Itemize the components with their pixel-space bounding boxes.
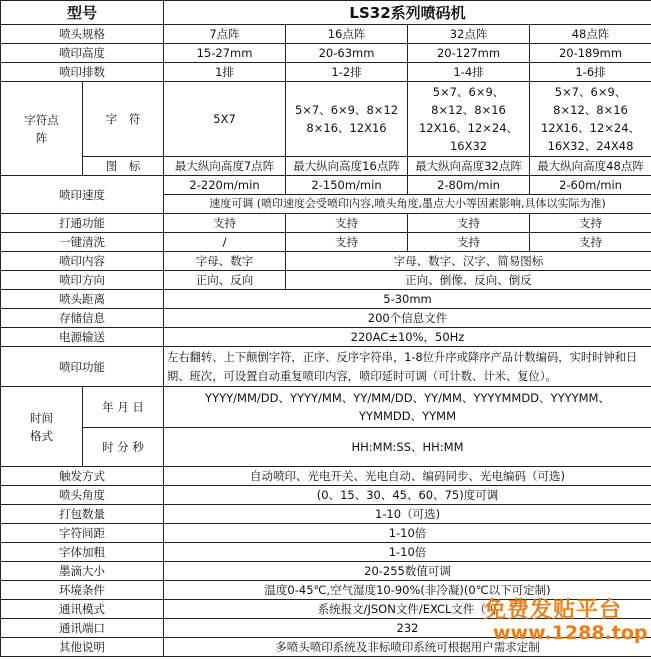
cell: 正向、倒像、反向、倒反 <box>286 271 651 290</box>
cell: 48点阵 <box>530 25 651 44</box>
table-row <box>1 387 651 428</box>
row-label: 墨滴大小 <box>1 562 164 581</box>
cell: 15-27mm <box>164 44 286 63</box>
row-label: 环境条件 <box>1 581 164 600</box>
cell: 支持 <box>408 233 530 252</box>
cell: 20-255数值可调 <box>164 562 651 581</box>
cell: 支持 <box>530 233 651 252</box>
row-label: 喷头距离 <box>1 290 164 309</box>
cell: 1-2排 <box>286 63 408 82</box>
cell: 5×7、6×9、8×12 8×16、12X16 <box>286 82 408 157</box>
row-label: 字符点阵 <box>1 82 83 176</box>
row-label: 时间格式 <box>1 387 83 467</box>
cell: 5X7 <box>164 82 286 157</box>
cell: 最大纵向高度7点阵 <box>164 157 286 176</box>
row-label: 一键清洗 <box>1 233 164 252</box>
row-label: 字符间距 <box>1 524 164 543</box>
table-row <box>1 467 651 486</box>
table-row <box>1 290 651 309</box>
cell: 20-189mm <box>530 44 651 63</box>
cell: 1-4排 <box>408 63 530 82</box>
table-row <box>1 233 651 252</box>
cell: 速度可调 (喷印速度会受喷印内容,喷头角度,墨点大小等因素影响,具体以实际为准) <box>164 195 651 214</box>
row-label: 喷印速度 <box>1 176 164 214</box>
model-label: 型号 <box>1 1 164 25</box>
row-label: 打包数量 <box>1 505 164 524</box>
cell: 1排 <box>164 63 286 82</box>
table-row <box>1 328 651 347</box>
cell: 最大纵向高度32点阵 <box>408 157 530 176</box>
table-row <box>1 428 651 467</box>
table-row <box>1 25 651 44</box>
sub-label: 字 符 <box>83 82 164 157</box>
cell: 支持 <box>164 214 286 233</box>
table-row <box>1 347 651 387</box>
table-row <box>1 63 651 82</box>
row-label: 通讯端口 <box>1 619 164 638</box>
row-label: 电源输送 <box>1 328 164 347</box>
cell: 16点阵 <box>286 25 408 44</box>
sub-label: 年 月 日 <box>83 387 164 428</box>
row-label: 喷印高度 <box>1 44 164 63</box>
cell: 支持 <box>286 214 408 233</box>
row-label: 喷印方向 <box>1 271 164 290</box>
cell: 支持 <box>408 214 530 233</box>
cell: 正向、反向 <box>164 271 286 290</box>
cell: 左右翻转、上下颠倒字符，正序、反序字符串，1-8位升序或降序产品计数编码，实时时钟和日期、班次，可设置自动重复喷印内容，喷印延时可调（可计数、计米、复位）。 <box>164 347 651 387</box>
cell: 支持 <box>286 233 408 252</box>
cell: HH:MM:SS、HH:MM <box>164 428 651 467</box>
table-row <box>1 82 651 157</box>
cell: 20-63mm <box>286 44 408 63</box>
sub-label: 图 标 <box>83 157 164 176</box>
cell: 最大纵向高度16点阵 <box>286 157 408 176</box>
table-row <box>1 505 651 524</box>
row-label: 存储信息 <box>1 309 164 328</box>
table-row <box>1 581 651 600</box>
table-row <box>1 252 651 271</box>
row-label: 喷头规格 <box>1 25 164 44</box>
cell: 2-60m/min <box>530 176 651 195</box>
table-row <box>1 44 651 63</box>
cell: 1-10倍 <box>164 543 651 562</box>
cell: (0、15、30、45、60、75)度可调 <box>164 486 651 505</box>
cell: 系统报文/JSON文件/EXCL文件（可 <box>164 600 651 619</box>
cell: 1-6排 <box>530 63 651 82</box>
series-title: LS32系列喷码机 <box>164 1 651 25</box>
cell: / <box>164 233 286 252</box>
table-row <box>1 271 651 290</box>
cell: 最大纵向高度48点阵 <box>530 157 651 176</box>
cell: 7点阵 <box>164 25 286 44</box>
table-row <box>1 157 651 176</box>
table-row <box>1 543 651 562</box>
cell: 多喷头喷印系统及非标喷印系统可根据用户需求定制 <box>164 638 651 657</box>
row-label: 喷印功能 <box>1 347 164 387</box>
table-row <box>1 562 651 581</box>
sub-label: 时 分 秒 <box>83 428 164 467</box>
row-label: 打通功能 <box>1 214 164 233</box>
row-label: 喷印内容 <box>1 252 164 271</box>
cell: 1-10倍 <box>164 524 651 543</box>
row-label: 字体加粗 <box>1 543 164 562</box>
watermark-url: www.1288.top <box>493 622 648 644</box>
cell: 2-80m/min <box>408 176 530 195</box>
header-row <box>1 1 651 25</box>
table-row <box>1 619 651 638</box>
cell: 220AC±10%，50Hz <box>164 328 651 347</box>
table-row <box>1 600 651 619</box>
cell: 1-10（可选) <box>164 505 651 524</box>
row-label: 喷印排数 <box>1 63 164 82</box>
table-row <box>1 309 651 328</box>
cell: 2-220m/min <box>164 176 286 195</box>
cell: 自动喷印、光电开关、光电自动、编码同步、光电编码（可选) <box>164 467 651 486</box>
cell: 字母、数字、汉字、简易图标 <box>286 252 651 271</box>
cell: 2-150m/min <box>286 176 408 195</box>
cell: 200个信息文件 <box>164 309 651 328</box>
row-label: 通讯模式 <box>1 600 164 619</box>
cell: 32点阵 <box>408 25 530 44</box>
watermark-text: 免费发贴平台 <box>484 598 623 623</box>
table-row <box>1 638 651 657</box>
cell: 20-127mm <box>408 44 530 63</box>
row-label: 喷头角度 <box>1 486 164 505</box>
cell: 5-30mm <box>164 290 651 309</box>
cell: 232 <box>164 619 651 638</box>
row-label: 触发方式 <box>1 467 164 486</box>
row-label: 其他说明 <box>1 638 164 657</box>
cell: YYYY/MM/DD、YYYY/MM、YY/MM/DD、YY/MM、YYYYMMDD、YYYYMM、YYMMDD、YYMM <box>164 387 651 428</box>
table-row <box>1 524 651 543</box>
cell: 温度0-45℃,空气湿度10-90%(非冷凝)(0℃以下可定制) <box>164 581 651 600</box>
cell: 5×7、6×9、8×12、8×16 12X16、12×24、16X32、24X48 <box>530 82 651 157</box>
table-row <box>1 214 651 233</box>
cell: 支持 <box>530 214 651 233</box>
table-row <box>1 486 651 505</box>
cell: 5×7、6×9、8×12、8×16 12X16、12×24、16X32 <box>408 82 530 157</box>
cell: 字母、数字 <box>164 252 286 271</box>
table-row <box>1 176 651 195</box>
